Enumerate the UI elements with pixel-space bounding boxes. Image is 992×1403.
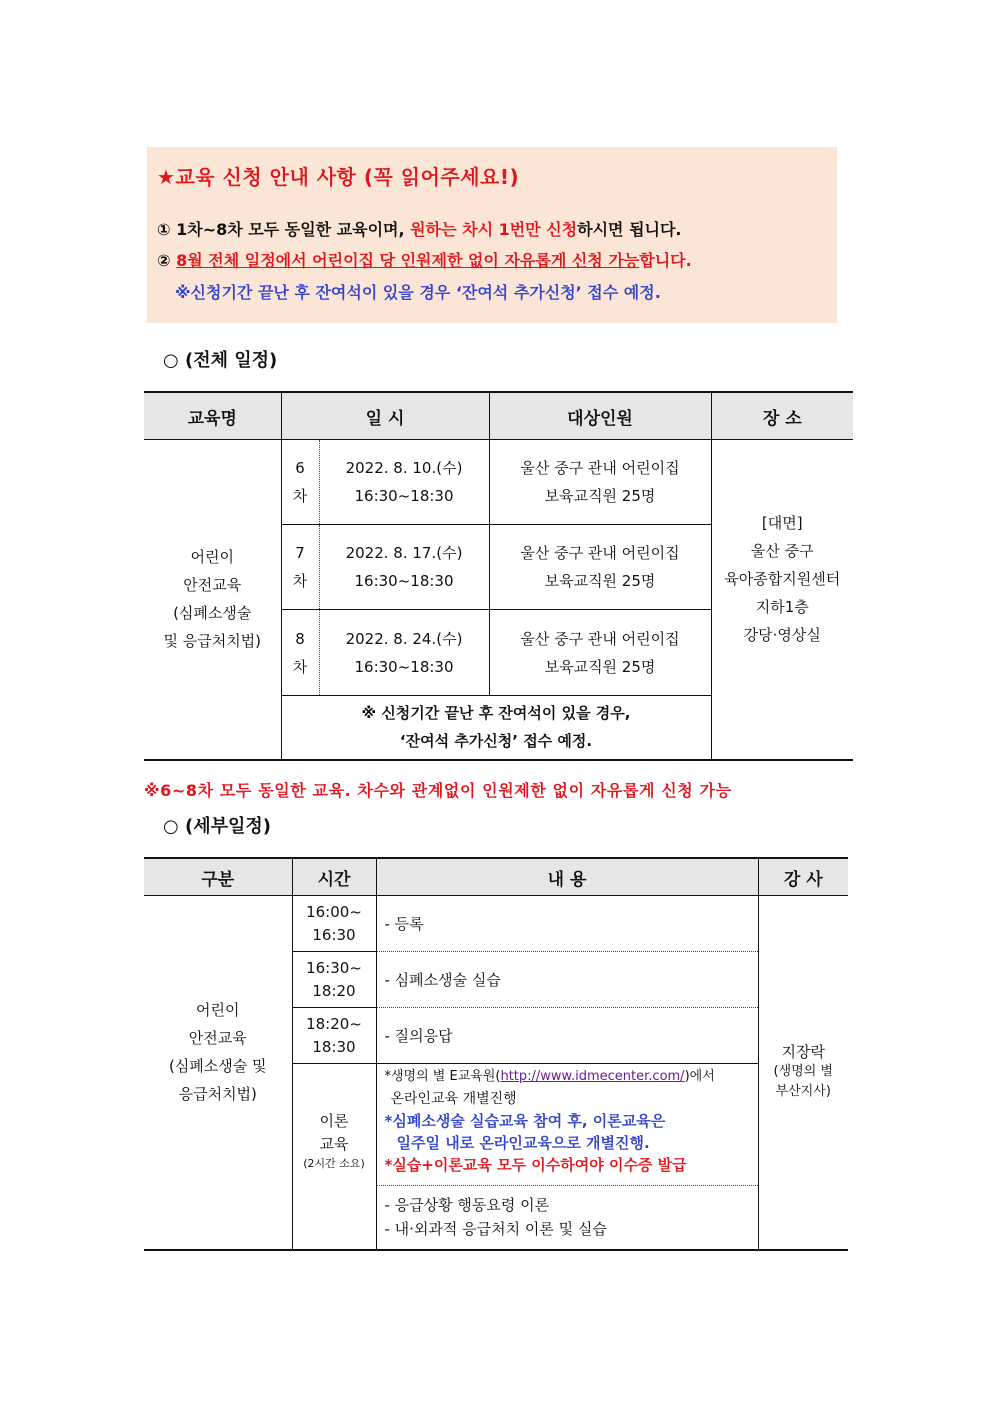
- date-text: 2022. 8. 24.(수): [345, 629, 463, 648]
- theory-time-cell: [292, 1064, 376, 1250]
- date-text: 2022. 8. 17.(수): [345, 544, 463, 562]
- theory-time-block: [294, 1110, 375, 1172]
- time-text: 16:30~18:30: [354, 487, 454, 505]
- date-cell: [319, 610, 489, 696]
- detail-table: [144, 857, 848, 1251]
- round-unit: 차: [292, 572, 308, 590]
- note-line-2: 온라인교육 개별진행: [390, 1091, 517, 1107]
- theory-item: - 응급상황 행동요령 이론: [384, 1196, 550, 1215]
- line1-b: 원하는 차시 1번만 신청: [410, 220, 578, 239]
- place-line: 울산 중구: [750, 542, 814, 561]
- time-line: 18:20: [312, 981, 356, 1000]
- place-block: [713, 509, 853, 649]
- num-2: ②: [157, 251, 171, 270]
- date-cell: [319, 440, 489, 525]
- instructor-cell: [758, 896, 848, 1250]
- schedule-table: [144, 391, 853, 761]
- footnote-line: ※ 신청기간 끝난 후 잔여석이 있을 경우,: [361, 704, 631, 723]
- time-line: 이론: [319, 1112, 349, 1131]
- course-cell: [144, 440, 281, 760]
- content-cell: - 심폐소생술 실습: [376, 952, 758, 1008]
- target-text: 보육교직원 25명: [544, 487, 656, 505]
- footnote-line: ‘잔여석 추가신청’ 접수 예정.: [399, 732, 593, 751]
- header-category: 구분: [144, 858, 292, 896]
- target-text: 울산 중구 관내 어린이집: [520, 544, 680, 562]
- place-line: 육아종합지원센터: [724, 570, 841, 589]
- time-line: (2시간 소요): [303, 1157, 365, 1171]
- instructor-line: (생명의 별: [773, 1064, 833, 1080]
- notice-line-1: [157, 217, 682, 240]
- target-cell: [489, 440, 711, 525]
- theory-item: - 내·외과적 응급처치 이론 및 실습: [384, 1220, 607, 1239]
- time-line: 16:30: [312, 925, 356, 944]
- round-num: 6: [295, 459, 305, 477]
- line2-a: 8월 전체 일정에서 어린이집 당 인원제한 없이 자유롭게 신청 가능: [176, 251, 640, 270]
- header-datetime: 일 시: [281, 392, 489, 440]
- time-text: 16:30~18:30: [354, 657, 454, 676]
- theory-items-cell: [376, 1186, 758, 1250]
- time-line: 교육: [319, 1135, 349, 1154]
- date-text: 2022. 8. 10.(수): [345, 459, 463, 477]
- time-line: 16:00~: [306, 902, 362, 921]
- time-cell: [292, 1008, 376, 1064]
- line1-a: 1차~8차 모두 동일한 교육이며,: [170, 220, 411, 239]
- round-unit: 차: [292, 487, 308, 505]
- place-cell: [711, 440, 853, 760]
- notice-line-2: [157, 248, 692, 271]
- idmecenter-link[interactable]: http://www.idmecenter.com/: [500, 1069, 685, 1084]
- category-cell: [144, 896, 292, 1250]
- category-block: [145, 996, 291, 1108]
- course-line: 및 응급처치법): [163, 632, 262, 651]
- time-line: 18:20~: [306, 1014, 362, 1033]
- round-cell: [281, 525, 319, 610]
- note-prefix: *생명의 별 E교육원(: [384, 1069, 501, 1084]
- place-line: [대면]: [761, 514, 803, 533]
- target-cell: [489, 610, 711, 696]
- time-cell: [292, 896, 376, 952]
- instructor-line: 지장락: [781, 1043, 825, 1062]
- notice-line-3: ※신청기간 끝난 후 잔여석이 있을 경우 ‘잔여석 추가신청’ 접수 예정.: [175, 283, 661, 302]
- theory-note-cell: [376, 1064, 758, 1186]
- line2-b: 합니다.: [639, 251, 692, 270]
- category-line: 응급처치법): [178, 1085, 257, 1104]
- num-1: ①: [157, 220, 171, 239]
- content-cell: - 등록: [376, 896, 758, 952]
- note-suffix: )에서: [684, 1069, 715, 1084]
- blue-note-1: *심폐소생술 실습교육 참여 후, 이론교육은: [384, 1112, 666, 1130]
- place-line: 강당·영상실: [743, 626, 821, 645]
- red-note: *실습+이론교육 모두 이수하여야 이수증 발급: [384, 1156, 687, 1174]
- header-instructor: 강 사: [758, 858, 848, 896]
- content-cell: - 질의응답: [376, 1008, 758, 1064]
- target-text: 울산 중구 관내 어린이집: [520, 459, 680, 477]
- time-cell: [292, 952, 376, 1008]
- round-num: 7: [295, 544, 305, 562]
- section2-title: ○ (세부일정): [163, 816, 271, 837]
- header-content: 내 용: [376, 858, 758, 896]
- warning-text: ※6~8차 모두 동일한 교육. 차수와 관계없이 인원제한 없이 자유롭게 신청 가능: [144, 781, 732, 800]
- header-course: 교육명: [144, 392, 281, 440]
- header-place: 장 소: [711, 392, 853, 440]
- date-cell: [319, 525, 489, 610]
- round-num: 8: [295, 629, 305, 648]
- section1-title: ○ (전체 일정): [163, 350, 278, 371]
- time-line: 16:30~: [306, 958, 362, 977]
- category-line: (심폐소생술 및: [168, 1057, 267, 1076]
- round-cell: [281, 610, 319, 696]
- round-cell: [281, 440, 319, 525]
- course-line: 어린이: [190, 548, 234, 567]
- theory-note: [385, 1066, 757, 1088]
- blue-note-2: 일주일 내로 온라인교육으로 개별진행.: [396, 1134, 650, 1152]
- target-text: 보육교직원 25명: [544, 657, 656, 676]
- time-line: 18:30: [312, 1037, 356, 1056]
- target-text: 울산 중구 관내 어린이집: [520, 629, 680, 648]
- header-target: 대상인원: [489, 392, 711, 440]
- table1-footnote: [281, 696, 711, 760]
- header-time: 시간: [292, 858, 376, 896]
- instructor-line: 부산지사): [775, 1084, 831, 1100]
- target-cell: [489, 525, 711, 610]
- notice-box: [147, 147, 837, 323]
- course-line: 안전교육: [183, 576, 242, 595]
- target-text: 보육교직원 25명: [544, 572, 656, 590]
- category-line: 안전교육: [188, 1029, 247, 1048]
- course-line: (심폐소생술: [173, 604, 252, 623]
- time-text: 16:30~18:30: [354, 572, 454, 590]
- place-line: 지하1층: [755, 598, 809, 617]
- category-line: 어린이: [196, 1001, 240, 1020]
- notice-title: ★교육 신청 안내 사항 (꼭 읽어주세요!): [157, 165, 520, 189]
- line1-c: 하시면 됩니다.: [577, 220, 682, 239]
- round-unit: 차: [292, 657, 308, 676]
